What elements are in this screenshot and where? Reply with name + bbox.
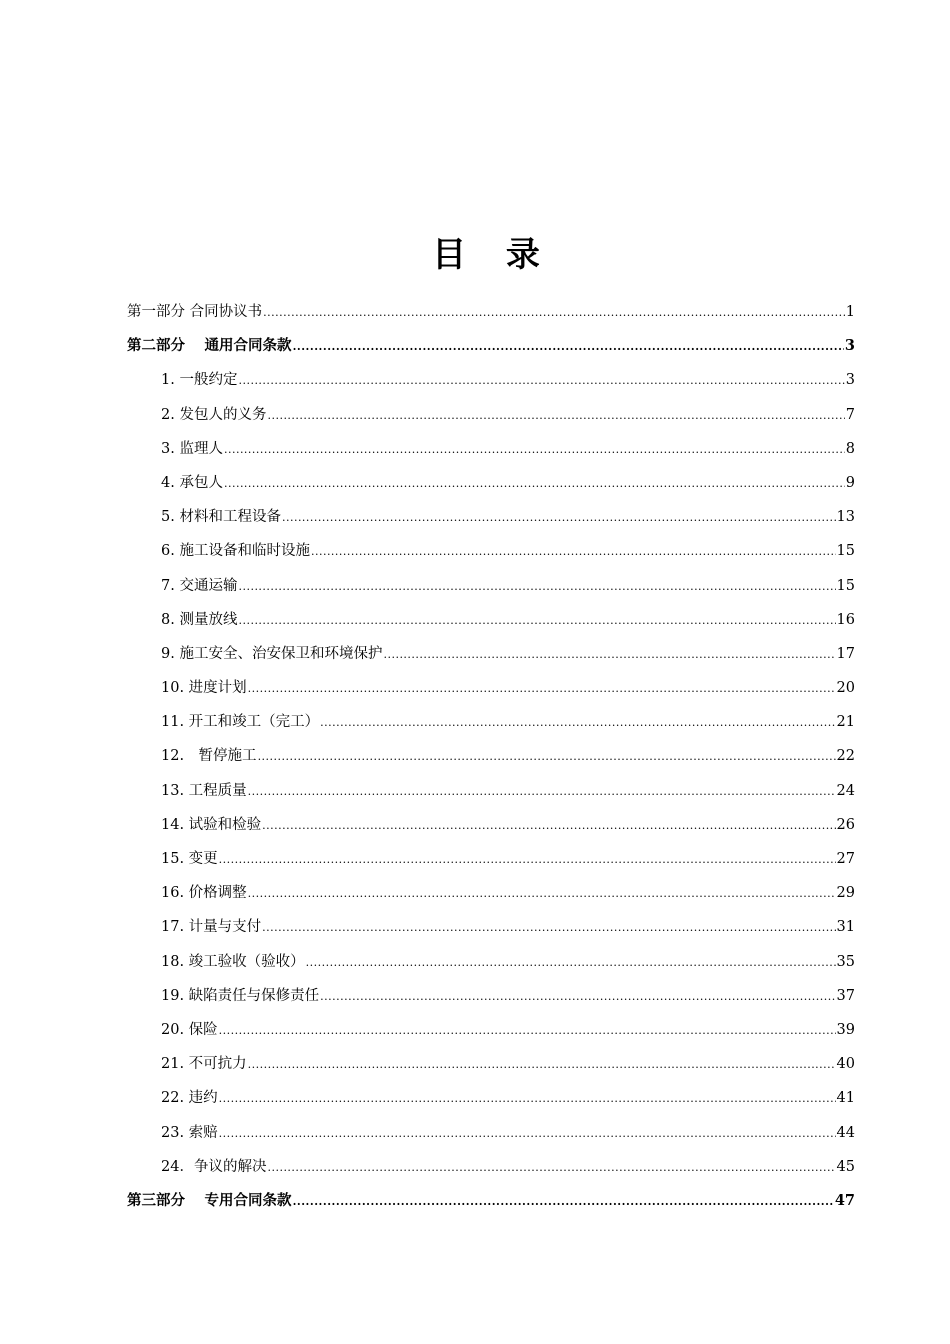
toc-entry-label: 22. 违约 [161, 1090, 218, 1107]
toc-entry-page-number: 24 [836, 782, 855, 799]
toc-entry-label: 21. 不可抗力 [161, 1056, 247, 1073]
toc-entry-page-number: 44 [836, 1124, 855, 1141]
toc-entry[interactable] [127, 637, 855, 671]
toc-dot-leader [238, 604, 835, 638]
toc-entry[interactable] [127, 603, 855, 637]
toc-entry[interactable] [127, 739, 855, 773]
toc-entry[interactable] [127, 1116, 855, 1150]
toc-dot-leader [248, 1048, 836, 1082]
toc-entry[interactable] [127, 569, 855, 603]
toc-dot-leader [263, 296, 845, 330]
toc-dot-leader [224, 467, 845, 501]
toc-entry-page-number: 29 [836, 885, 855, 902]
toc-entry-label: 6. 施工设备和临时设施 [161, 543, 310, 560]
toc-entry[interactable] [127, 432, 855, 466]
toc-entry-page-number: 27 [836, 851, 855, 867]
toc-entry-label: 20. 保险 [161, 1021, 218, 1038]
toc-entry-label: 4. 承包人 [161, 474, 223, 491]
toc-entry-page-number: 40 [836, 1056, 855, 1073]
toc-entry[interactable] [127, 466, 855, 500]
toc-entry-label: 15. 变更 [161, 851, 218, 867]
toc-entry-label: 24．争议的解决 [161, 1158, 267, 1175]
toc-entry-label: 11. 开工和竣工（完工） [161, 714, 320, 731]
toc-entry[interactable] [127, 774, 855, 808]
toc-dot-leader [306, 946, 836, 980]
toc-entry[interactable] [127, 295, 855, 329]
toc-entry[interactable] [127, 1081, 855, 1115]
toc-dot-leader [248, 775, 836, 809]
toc-entry-page-number: 21 [836, 714, 855, 731]
toc-entry-page-number: 35 [836, 953, 855, 970]
toc-entry-label: 第二部分 通用合同条款 [127, 337, 292, 355]
toc-title: 目 录 [432, 235, 554, 275]
toc-entry-page-number: 15 [836, 577, 855, 594]
toc-entry-page-number: 16 [836, 611, 855, 628]
table-of-contents [127, 295, 855, 1218]
toc-entry-page-number: 47 [834, 1191, 855, 1209]
toc-entry[interactable] [127, 945, 855, 979]
toc-dot-leader [262, 911, 835, 945]
toc-entry-page-number: 13 [836, 509, 855, 526]
toc-entry-label: 2. 发包人的义务 [161, 406, 267, 423]
toc-entry[interactable] [127, 842, 855, 876]
toc-entry-label: 10. 进度计划 [161, 680, 247, 697]
toc-entry-page-number: 3 [845, 372, 855, 389]
toc-entry-page-number: 22 [836, 748, 855, 765]
toc-dot-leader [248, 672, 836, 706]
toc-entry-label: 7. 交通运输 [161, 577, 238, 594]
toc-dot-leader [320, 706, 835, 740]
toc-entry[interactable] [127, 1047, 855, 1081]
toc-entry-label: 3. 监理人 [161, 440, 223, 457]
toc-entry[interactable] [127, 671, 855, 705]
toc-dot-leader [219, 1014, 836, 1048]
toc-entry[interactable] [127, 398, 855, 432]
toc-entry-page-number: 8 [845, 440, 855, 457]
toc-dot-leader [258, 740, 836, 774]
toc-entry-label: 13. 工程质量 [161, 782, 247, 799]
toc-dot-leader [248, 877, 836, 911]
toc-entry-label: 17. 计量与支付 [161, 919, 262, 936]
toc-entry[interactable] [127, 329, 855, 363]
toc-entry-page-number: 3 [844, 337, 855, 355]
toc-entry-page-number: 31 [836, 919, 855, 936]
toc-entry[interactable] [127, 705, 855, 739]
toc-dot-leader [267, 399, 844, 433]
toc-entry[interactable] [127, 1150, 855, 1184]
toc-entry-page-number: 37 [836, 987, 855, 1004]
toc-entry[interactable] [127, 808, 855, 842]
toc-entry-page-number: 9 [845, 474, 855, 491]
toc-entry-page-number: 20 [836, 680, 855, 697]
toc-entry-page-number: 45 [836, 1158, 855, 1175]
toc-entry[interactable] [127, 979, 855, 1013]
toc-entry[interactable] [127, 910, 855, 944]
toc-entry-page-number: 1 [845, 304, 855, 320]
toc-entry-page-number: 26 [836, 816, 855, 833]
toc-entry-label: 第一部分 合同协议书 [127, 304, 263, 320]
toc-entry-label: 16. 价格调整 [161, 885, 247, 902]
toc-entry-label: 14. 试验和检验 [161, 816, 262, 833]
toc-entry[interactable] [127, 1184, 855, 1218]
toc-entry-page-number: 17 [836, 645, 855, 662]
toc-dot-leader [224, 433, 845, 467]
toc-entry-label: 5. 材料和工程设备 [161, 509, 281, 526]
toc-dot-leader [238, 570, 835, 604]
toc-entry[interactable] [127, 363, 855, 397]
toc-dot-leader [267, 1151, 835, 1185]
toc-entry-label: 19. 缺陷责任与保修责任 [161, 987, 320, 1004]
toc-dot-leader [219, 1117, 836, 1151]
toc-entry-label: 18. 竣工验收（验收） [161, 953, 305, 970]
toc-dot-leader [282, 501, 836, 535]
toc-dot-leader [383, 638, 835, 672]
toc-dot-leader [238, 364, 844, 398]
toc-dot-leader [219, 1082, 836, 1116]
toc-entry-page-number: 41 [836, 1090, 855, 1107]
toc-entry[interactable] [127, 876, 855, 910]
toc-entry-label: 1. 一般约定 [161, 372, 238, 389]
toc-entry-page-number: 39 [836, 1021, 855, 1038]
toc-dot-leader [262, 809, 835, 843]
toc-entry-label: 12. 暂停施工 [161, 748, 257, 765]
toc-entry[interactable] [127, 1013, 855, 1047]
toc-entry-label: 9. 施工安全、治安保卫和环境保护 [161, 645, 383, 662]
toc-entry-page-number: 15 [836, 543, 855, 560]
toc-entry-page-number: 7 [845, 406, 855, 423]
toc-entry[interactable] [127, 534, 855, 568]
toc-entry-label: 第三部分 专用合同条款 [127, 1191, 292, 1209]
toc-dot-leader [320, 980, 835, 1014]
toc-dot-leader [293, 1185, 834, 1219]
toc-dot-leader [219, 843, 836, 877]
toc-entry[interactable] [127, 500, 855, 534]
toc-dot-leader [311, 535, 836, 569]
toc-entry-label: 8. 测量放线 [161, 611, 238, 628]
toc-dot-leader [293, 330, 844, 364]
toc-entry-label: 23. 索赔 [161, 1124, 218, 1141]
